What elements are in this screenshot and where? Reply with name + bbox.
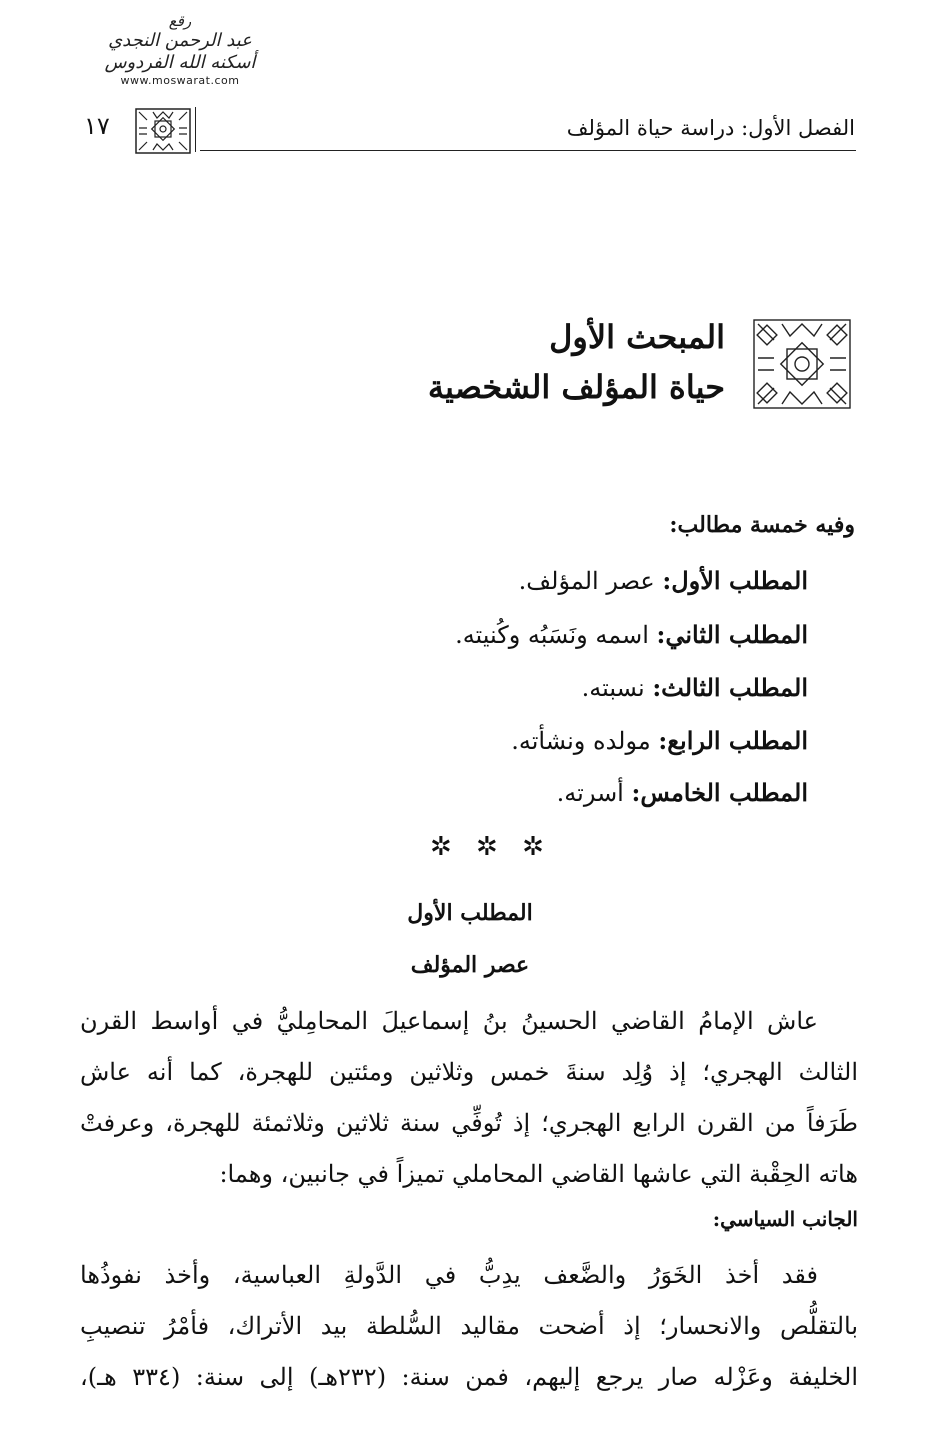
separator-stars: ✲ ✲ ✲ bbox=[430, 832, 552, 862]
list-item bbox=[455, 620, 808, 649]
stamp-line-3: أسكنه الله الفردوس bbox=[104, 52, 256, 73]
list-item-value: اسمه ونَسَبُه وكُنيته. bbox=[455, 621, 657, 649]
section-ornament-icon bbox=[752, 318, 852, 414]
list-item-value: نسبته. bbox=[581, 674, 653, 702]
list-intro: وفيه خمسة مطالب: bbox=[669, 512, 855, 538]
stamp-url: www.moswarat.com bbox=[120, 74, 240, 87]
stamp-line-1: رقع bbox=[168, 12, 192, 30]
list-item-key: المطلب الثاني: bbox=[656, 620, 808, 649]
header-ornament-icon bbox=[135, 108, 191, 158]
section-subtitle: حياة المؤلف الشخصية bbox=[427, 368, 725, 406]
list-item bbox=[557, 778, 808, 807]
header-rule bbox=[200, 150, 856, 151]
political-aspect-heading: الجانب السياسي: bbox=[712, 1207, 858, 1231]
stamp-line-2: عبد الرحمن النجدي bbox=[108, 30, 252, 51]
paragraph-line: عاش الإمامُ القاضي الحسينُ بنُ إسماعيلَ المحامِليُّ في أواسط القرن bbox=[80, 1007, 818, 1035]
list-item bbox=[519, 566, 808, 595]
list-item bbox=[511, 726, 808, 755]
list-item-key: المطلب الثالث: bbox=[652, 673, 808, 702]
paragraph-line: فقد أخذ الخَوَرُ والضَّعف يدِبُّ في الدَّولةِ العباسية، وأخذ نفوذُها bbox=[80, 1261, 818, 1289]
library-stamp bbox=[70, 12, 290, 96]
paragraph-line: الخليفة وعَزْله صار يرجع إليهم، فمن سنة: (٢٣٢هـ) إلى سنة: (٣٣٤ هـ)، bbox=[80, 1363, 858, 1391]
list-item bbox=[582, 673, 808, 702]
list-item-value: عصر المؤلف. bbox=[518, 567, 663, 595]
list-item-value: مولده ونشأته. bbox=[511, 727, 659, 755]
running-header-title: الفصل الأول: دراسة حياة المؤلف bbox=[566, 116, 855, 140]
section-title: المبحث الأول bbox=[549, 318, 725, 356]
list-item-key: المطلب الرابع: bbox=[658, 726, 808, 755]
paragraph-era bbox=[80, 996, 858, 1200]
list-item-key: المطلب الأول: bbox=[662, 566, 808, 595]
paragraph-line: بالتقلُّص والانحسار؛ إذ أضحت مقاليد السُّلطة بيد الأتراك، فأمْرُ تنصيبِ bbox=[80, 1312, 858, 1340]
paragraph-line: هاته الحِقْبة التي عاشها القاضي المحاملي تميزاً في جانبين، وهما: bbox=[219, 1160, 858, 1188]
page-number: ١٧ bbox=[84, 112, 110, 140]
paragraph-line: طَرَفاً من القرن الرابع الهجري؛ إذ تُوفِّي سنة ثلاثين وثلاثمئة للهجرة، وعرفتْ bbox=[80, 1109, 858, 1137]
subsection-title: المطلب الأول bbox=[407, 900, 533, 926]
list-item-key: المطلب الخامس: bbox=[631, 778, 808, 807]
header-divider bbox=[195, 107, 196, 152]
paragraph-line: الثالث الهجري؛ إذ وُلِد سنةَ خمس وثلاثين ومئتين للهجرة، كما أنه عاش bbox=[80, 1058, 858, 1086]
subsection-subtitle: عصر المؤلف bbox=[410, 952, 530, 978]
list-item-value: أسرته. bbox=[556, 779, 632, 807]
paragraph-political bbox=[80, 1250, 858, 1403]
